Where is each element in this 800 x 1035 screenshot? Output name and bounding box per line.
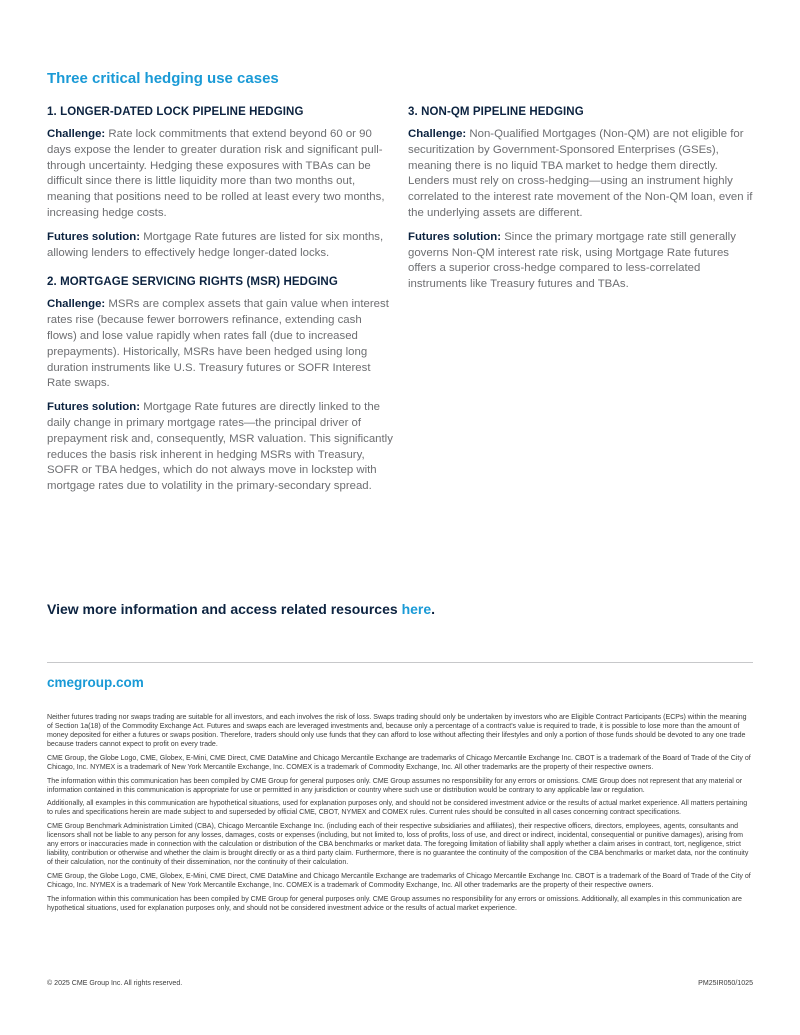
challenge-paragraph xyxy=(47,297,393,392)
footer xyxy=(47,980,753,987)
challenge-label: Challenge: xyxy=(47,298,106,311)
challenge-label: Challenge: xyxy=(408,128,467,140)
solution-text: Since the primary mortgage rate still generally governs Non-QM interest rate risk, using Mortgage Rate futures offers a superior cross-hedge compared to less-correlated instruments like Treasury futures and TBAs. xyxy=(408,230,736,291)
resources-text: View more information and access related resources xyxy=(47,601,402,617)
solution-label: Futures solution: xyxy=(408,230,502,243)
section-heading: 2. MORTGAGE SERVICING RIGHTS (MSR) HEDGING xyxy=(47,276,338,289)
solution-text: Mortgage Rate futures are directly linked to the daily change in primary mortgage rates—the principal driver of prepayment risk and, consequently, MSR valuation. This significantly reduces the basis risk inherent in hedging MSRs with Treasury, SOFR or TBA hedges, which do not always move in lockstep with mortgage rates due to volatility in the primary-secondary spread. xyxy=(47,401,393,493)
solution-paragraph xyxy=(47,400,393,495)
solution-paragraph xyxy=(47,230,393,262)
document-page xyxy=(47,0,753,1035)
solution-label: Futures solution: xyxy=(47,230,141,243)
challenge-text: Non-Qualified Mortgages (Non-QM) are not eligible for securitization by Government-Sponsored Enterprises (GSEs), meaning there is no liquid TBA market to hedge them directly. Lenders must rely on cross-hedging—using an instrument highly correlated to the interest rate movement of the Non-QM loan, even if the underlying assets are different. xyxy=(408,128,753,219)
challenge-text: MSRs are complex assets that gain value when interest rates rise (because fewer borrowers refinance, extending cash flows) and lose value rapidly when rates fall (due to increased prepayments). Historically, MSRs have been hedged using long duration instruments like U.S. Treasury futures or SOFR Interest Rate swaps. xyxy=(47,298,389,390)
challenge-label: Challenge: xyxy=(47,128,106,140)
legal-disclaimer xyxy=(47,713,753,917)
disclaimer-paragraph: The information within this communication has been compiled by CME Group for general purposes only. CME Group assumes no responsibility for any errors or omissions. Additionally, all examples in this communication are hypothetical situations, used for explanation purposes only, and should not be considered investment advice or the results of actual market experience. xyxy=(47,895,742,912)
resources-period: . xyxy=(431,601,436,617)
page-title: Three critical hedging use cases xyxy=(47,70,279,87)
divider xyxy=(47,662,753,663)
disclaimer-paragraph: Neither futures trading nor swaps trading are suitable for all investors, and each involves the risk of loss. Swaps trading should only be undertaken by investors who are Eligible Contract Participants (ECPs) within the meaning of Section 1a(18) of the Commodity Exchange Act. Futures and swaps each are leveraged investments and, because only a percentage of a contract's value is required to trade, it is possible to lose more than the amount of money deposited for either a futures or swaps position. Therefore, traders should only use funds that they can afford to lose without affecting their lifestyles and only a portion of those funds should be devoted to any one trade because traders cannot expect to profit on every trade. xyxy=(47,714,747,749)
copyright: © 2025 CME Group Inc. All rights reserved. xyxy=(47,980,183,987)
website-link[interactable]: cmegroup.com xyxy=(47,675,144,690)
here-link[interactable]: here xyxy=(401,601,432,617)
disclaimer-paragraph: CME Group, the Globe Logo, CME, Globex, E-Mini, CME Direct, CME DataMine and Chicago Mercantile Exchange are trademarks of Chicago Mercantile Exchange Inc. CBOT is a trademark of the Board of Trade of the City of Chicago, Inc. NYMEX is a trademark of New York Mercantile Exchange, Inc. COMEX is a trademark of Commodity Exchange, Inc. All other trademarks are the property of their respective owners. xyxy=(47,872,751,889)
solution-label: Futures solution: xyxy=(47,401,141,414)
left-column xyxy=(47,105,393,509)
section-lock-pipeline xyxy=(47,105,393,261)
challenge-paragraph xyxy=(408,127,754,222)
section-heading: 3. NON-QM PIPELINE HEDGING xyxy=(408,106,584,118)
document-code: PM25IR050/1025 xyxy=(698,980,753,987)
solution-text: Mortgage Rate futures are listed for six months, allowing lenders to effectively hedge longer-dated locks. xyxy=(47,230,384,259)
right-column xyxy=(408,105,754,307)
resources-callout xyxy=(47,601,435,617)
section-non-qm xyxy=(408,105,754,293)
challenge-paragraph xyxy=(47,127,393,222)
disclaimer-paragraph: CME Group Benchmark Administration Limited (CBA), Chicago Mercantile Exchange Inc. (including each of their respective subsidiaries and affiliates), their respective officers, directors, employees, agents, consultants and licensors shall not be liable to any person for any losses, damages, costs or expenses (including, but not limited to, loss of profits, loss of use, and direct or indirect, incidental, consequential or punitive damages), arising from any errors or inaccuracies made in connection with the calculation or distribution of the CBA benchmarks or market data. The foregoing limitation of liability shall apply whether a claim arises in contract, tort, negligence, strict liability, contribution or otherwise and whether the claim is brought directly or as a third party claim. Furthermore, there is no guarantee the continuity of the composition of the CBA benchmarks or market data, nor the continuity of their calculation, nor the continuity of their dissemination, nor the continuity of their calculation. xyxy=(47,822,749,867)
solution-paragraph xyxy=(408,230,754,293)
section-heading: 1. LONGER-DATED LOCK PIPELINE HEDGING xyxy=(47,106,304,118)
disclaimer-paragraph: Additionally, all examples in this communication are hypothetical situations, used for explanation purposes only, and should not be considered investment advice or the results of actual market experience. All matters pertaining to rules and specifications herein are made subject to and superseded by official CME, CBOT, NYMEX and COMEX rules. Current rules should be consulted in all cases concerning contract specifications. xyxy=(47,800,748,817)
section-msr-hedging xyxy=(47,275,393,495)
challenge-text: Rate lock commitments that extend beyond 60 or 90 days expose the lender to greater duration risk and significant pull-through uncertainty. Hedging these exposures with TBAs can be difficult since there is little liquidity more than two months out, meaning that positions need to be rolled at least every two months, increasing hedge costs. xyxy=(47,128,385,219)
disclaimer-paragraph: CME Group, the Globe Logo, CME, Globex, E-Mini, CME Direct, CME DataMine and Chicago Mercantile Exchange are trademarks of Chicago Mercantile Exchange Inc. CBOT is a trademark of the Board of Trade of the City of Chicago, Inc. NYMEX is a trademark of New York Mercantile Exchange, Inc. COMEX is a trademark of Commodity Exchange, Inc. All other trademarks are the property of their respective owners. xyxy=(47,754,751,771)
disclaimer-paragraph: The information within this communication has been compiled by CME Group for general purposes only. CME Group assumes no responsibility for any errors or omissions. CME Group does not represent that any material or information contained in this communication is appropriate for use or permitted in any jurisdiction or country where such use or distribution would be contrary to any applicable law or regulation. xyxy=(47,777,743,794)
